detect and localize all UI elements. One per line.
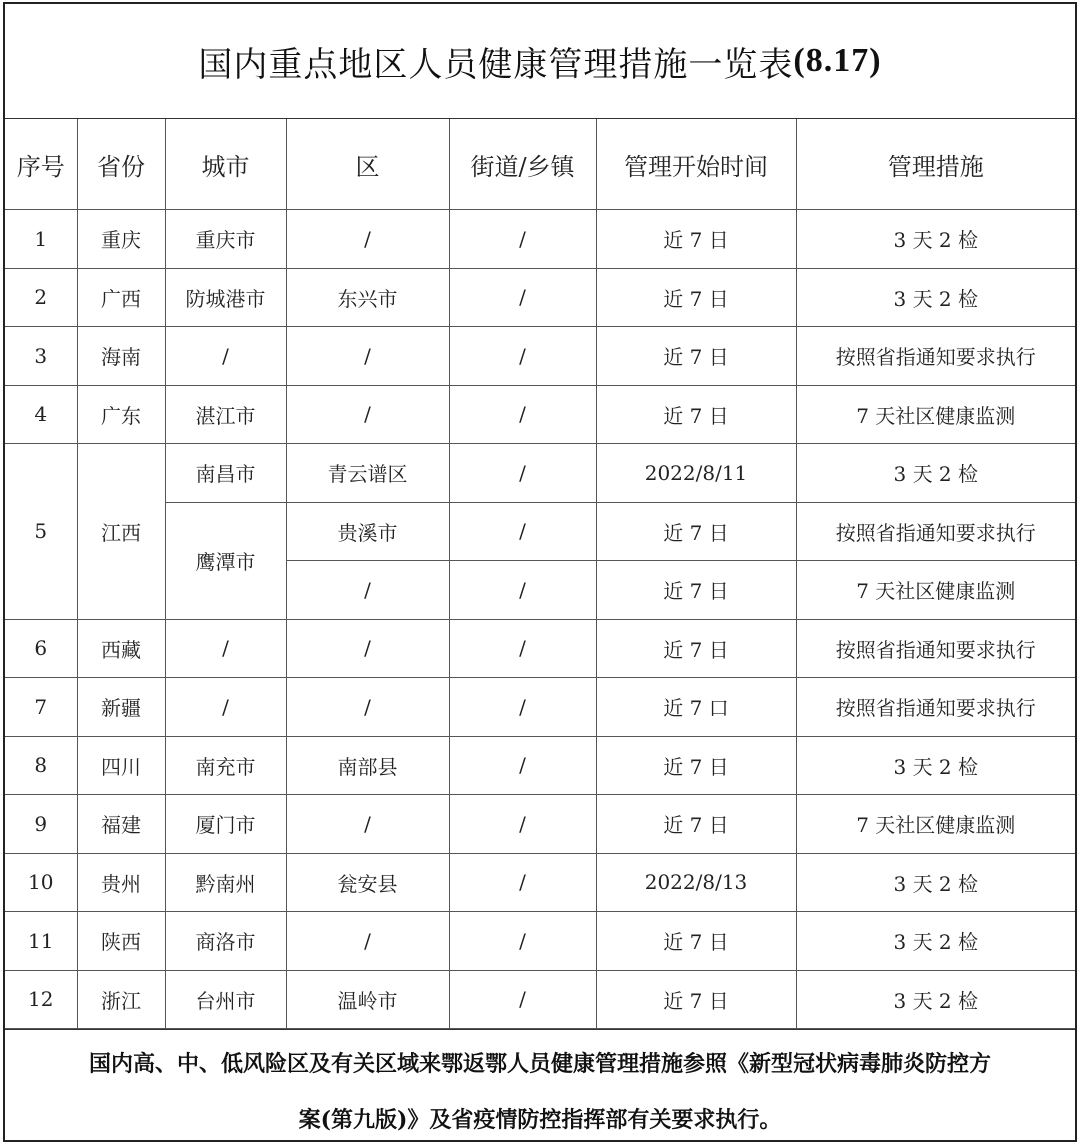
title-text: 国内重点地区人员健康管理措施一览表 xyxy=(198,44,794,85)
cell-measure: 按照省指通知要求执行 xyxy=(796,327,1075,386)
cell-measure: 3 天 2 检 xyxy=(796,210,1075,269)
cell-street: / xyxy=(449,736,596,795)
cell-no: 5 xyxy=(5,444,77,620)
table-row xyxy=(5,327,1075,386)
title-date: (8.17) xyxy=(793,42,882,79)
cell-province: 江西 xyxy=(77,444,165,620)
cell-no: 10 xyxy=(5,853,77,912)
cell-province: 重庆 xyxy=(77,210,165,269)
header-city: 城市 xyxy=(165,119,286,210)
cell-province: 新疆 xyxy=(77,678,165,737)
cell-measure: 3 天 2 检 xyxy=(796,970,1075,1029)
cell-street: / xyxy=(449,444,596,503)
header-measure: 管理措施 xyxy=(796,119,1075,210)
cell-city: 防城港市 xyxy=(165,268,286,327)
table-header-row xyxy=(5,119,1075,210)
cell-no: 3 xyxy=(5,327,77,386)
cell-no: 11 xyxy=(5,912,77,971)
cell-street: / xyxy=(449,678,596,737)
cell-no: 4 xyxy=(5,385,77,444)
cell-no: 2 xyxy=(5,268,77,327)
cell-measure: 7 天社区健康监测 xyxy=(796,795,1075,854)
cell-district: 瓮安县 xyxy=(286,853,449,912)
cell-no: 9 xyxy=(5,795,77,854)
cell-start: 近 7 日 xyxy=(596,736,796,795)
header-start-time: 管理开始时间 xyxy=(596,119,796,210)
cell-measure: 3 天 2 检 xyxy=(796,853,1075,912)
cell-city: 南昌市 xyxy=(165,444,286,503)
cell-street: / xyxy=(449,502,596,561)
cell-district: / xyxy=(286,385,449,444)
table-row xyxy=(5,619,1075,678)
cell-province: 福建 xyxy=(77,795,165,854)
cell-no: 1 xyxy=(5,210,77,269)
cell-measure: 7 天社区健康监测 xyxy=(796,561,1075,620)
cell-city: 重庆市 xyxy=(165,210,286,269)
header-no: 序号 xyxy=(5,119,77,210)
cell-district: / xyxy=(286,619,449,678)
cell-street: / xyxy=(449,385,596,444)
cell-measure: 按照省指通知要求执行 xyxy=(796,678,1075,737)
cell-district: / xyxy=(286,912,449,971)
cell-district: / xyxy=(286,678,449,737)
page-title xyxy=(5,4,1075,119)
cell-city: 鹰潭市 xyxy=(165,502,286,619)
table-row xyxy=(5,795,1075,854)
cell-street: / xyxy=(449,210,596,269)
table-row xyxy=(5,268,1075,327)
cell-measure: 7 天社区健康监测 xyxy=(796,385,1075,444)
table-row xyxy=(5,678,1075,737)
cell-no: 8 xyxy=(5,736,77,795)
cell-measure: 按照省指通知要求执行 xyxy=(796,502,1075,561)
cell-district: 东兴市 xyxy=(286,268,449,327)
cell-province: 广东 xyxy=(77,385,165,444)
cell-start: 近 7 日 xyxy=(596,970,796,1029)
table-row xyxy=(5,444,1075,503)
cell-city: 黔南州 xyxy=(165,853,286,912)
cell-province: 陕西 xyxy=(77,912,165,971)
header-street: 街道/乡镇 xyxy=(449,119,596,210)
cell-start: 近 7 日 xyxy=(596,561,796,620)
cell-district: 南部县 xyxy=(286,736,449,795)
cell-province: 西藏 xyxy=(77,619,165,678)
cell-measure: 3 天 2 检 xyxy=(796,912,1075,971)
cell-district: / xyxy=(286,210,449,269)
cell-street: / xyxy=(449,853,596,912)
cell-measure: 3 天 2 检 xyxy=(796,444,1075,503)
cell-province: 浙江 xyxy=(77,970,165,1029)
table-row xyxy=(5,970,1075,1029)
header-province: 省份 xyxy=(77,119,165,210)
cell-province: 海南 xyxy=(77,327,165,386)
cell-start: 近 7 口 xyxy=(596,678,796,737)
cell-province: 四川 xyxy=(77,736,165,795)
table-row xyxy=(5,210,1075,269)
cell-province: 广西 xyxy=(77,268,165,327)
table-row xyxy=(5,385,1075,444)
cell-no: 7 xyxy=(5,678,77,737)
header-district: 区 xyxy=(286,119,449,210)
cell-street: / xyxy=(449,561,596,620)
cell-start: 近 7 日 xyxy=(596,912,796,971)
cell-start: 近 7 日 xyxy=(596,795,796,854)
cell-start: 2022/8/13 xyxy=(596,853,796,912)
cell-city: 南充市 xyxy=(165,736,286,795)
cell-street: / xyxy=(449,619,596,678)
cell-measure: 3 天 2 检 xyxy=(796,268,1075,327)
cell-city: 商洛市 xyxy=(165,912,286,971)
cell-district: / xyxy=(286,795,449,854)
measures-table xyxy=(5,119,1075,1029)
cell-city: / xyxy=(165,619,286,678)
cell-start: 近 7 日 xyxy=(596,385,796,444)
footer-line-2: 案(第九版)》及省疫情防控指挥部有关要求执行。 xyxy=(298,1107,782,1133)
cell-city: / xyxy=(165,678,286,737)
cell-street: / xyxy=(449,268,596,327)
cell-city: 台州市 xyxy=(165,970,286,1029)
cell-city: / xyxy=(165,327,286,386)
cell-district: 青云谱区 xyxy=(286,444,449,503)
cell-district: / xyxy=(286,561,449,620)
cell-start: 近 7 日 xyxy=(596,327,796,386)
footer-note xyxy=(5,1029,1075,1148)
table-row xyxy=(5,912,1075,971)
cell-city: 厦门市 xyxy=(165,795,286,854)
cell-start: 近 7 日 xyxy=(596,268,796,327)
cell-start: 2022/8/11 xyxy=(596,444,796,503)
footer-line-1: 国内高、中、低风险区及有关区域来鄂返鄂人员健康管理措施参照《新型冠状病毒肺炎防控方 xyxy=(88,1051,991,1077)
cell-street: / xyxy=(449,795,596,854)
cell-no: 12 xyxy=(5,970,77,1029)
cell-street: / xyxy=(449,912,596,971)
cell-start: 近 7 日 xyxy=(596,502,796,561)
cell-province: 贵州 xyxy=(77,853,165,912)
cell-measure: 按照省指通知要求执行 xyxy=(796,619,1075,678)
cell-street: / xyxy=(449,327,596,386)
table-row xyxy=(5,502,1075,561)
cell-no: 6 xyxy=(5,619,77,678)
cell-start: 近 7 日 xyxy=(596,619,796,678)
table-row xyxy=(5,853,1075,912)
cell-district: 温岭市 xyxy=(286,970,449,1029)
table-row xyxy=(5,736,1075,795)
cell-street: / xyxy=(449,970,596,1029)
cell-measure: 3 天 2 检 xyxy=(796,736,1075,795)
cell-district: / xyxy=(286,327,449,386)
cell-start: 近 7 日 xyxy=(596,210,796,269)
cell-district: 贵溪市 xyxy=(286,502,449,561)
cell-city: 湛江市 xyxy=(165,385,286,444)
health-measures-sheet xyxy=(3,2,1077,1142)
